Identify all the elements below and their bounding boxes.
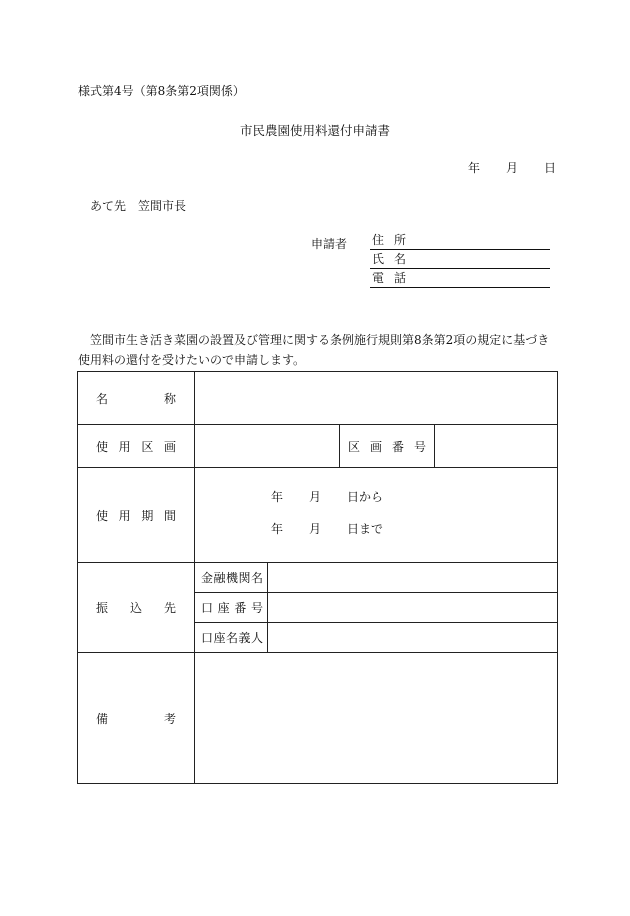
name-label: 氏名 xyxy=(372,252,417,266)
account-holder-label: 口座名義人 xyxy=(195,623,268,653)
bank-input-cell[interactable] xyxy=(268,563,558,593)
section-number-label: 区画番号 xyxy=(340,425,435,468)
form-title: 市民農園使用料還付申請書 xyxy=(239,123,390,138)
remarks-input-cell[interactable] xyxy=(195,653,558,784)
address-label: 住所 xyxy=(372,233,417,247)
date-year-label: 年 xyxy=(468,161,481,175)
form-number: 様式第4号（第8条第2項関係） xyxy=(78,84,245,98)
intro-text: 笠間市生き活き菜園の設置及び管理に関する条例施行規則第8条第2項の規定に基づき使用料の還付を受けたいので申請します。 xyxy=(78,333,550,367)
bank-label: 金融機関名 xyxy=(195,563,268,593)
name-field[interactable] xyxy=(370,249,550,269)
account-number-input-cell[interactable] xyxy=(268,593,558,623)
date-day-label: 日 xyxy=(544,161,557,175)
phone-label: 電話 xyxy=(372,271,417,285)
period-from-row xyxy=(271,488,383,505)
period-to-row xyxy=(271,520,383,537)
name-input-cell[interactable] xyxy=(195,372,558,425)
phone-field[interactable] xyxy=(370,268,550,288)
date-month-label: 月 xyxy=(506,161,519,175)
section-number-input-cell[interactable] xyxy=(435,425,558,468)
application-table xyxy=(77,371,558,784)
applicant-label: 申請者 xyxy=(311,237,348,251)
to-month: 月 xyxy=(309,522,322,536)
transfer-row-label: 振込先 xyxy=(78,563,195,653)
period-row-label: 使用期間 xyxy=(78,468,195,563)
addressee: あて先 笠間市長 xyxy=(90,199,187,213)
section-row-label: 使用区画 xyxy=(78,425,195,468)
from-month: 月 xyxy=(309,490,322,504)
section-input-cell[interactable] xyxy=(195,425,340,468)
to-year: 年 xyxy=(271,522,284,536)
account-number-label: 口座番号 xyxy=(195,593,268,623)
period-input-cell[interactable] xyxy=(195,468,558,563)
from-day: 日から xyxy=(347,490,384,504)
account-holder-input-cell[interactable] xyxy=(268,623,558,653)
name-row-label: 名称 xyxy=(78,372,195,425)
from-year: 年 xyxy=(271,490,284,504)
remarks-row-label: 備考 xyxy=(78,653,195,784)
to-day: 日まで xyxy=(347,522,384,536)
date-line xyxy=(468,159,556,176)
address-field[interactable] xyxy=(370,230,550,250)
